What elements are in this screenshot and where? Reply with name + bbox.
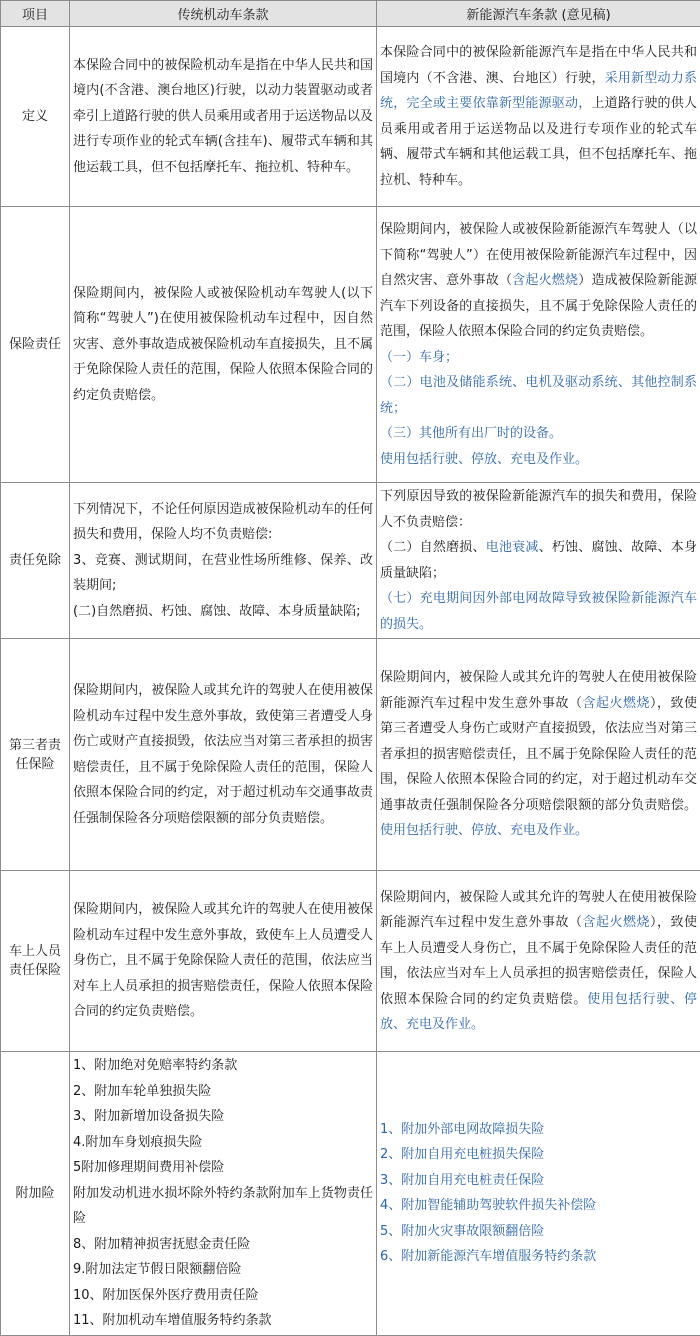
text-segment: 本保险合同中的被保险新能源汽车是指在中华人民共和国境内（不含港、澳、台地区）行驶， (380, 45, 697, 86)
traditional-passenger: 保险期间内，被保险人或其允许的驾驶人在使用被保险机动车过程中发生意外事故，致使车上人员遭受人身伤亡，且不属于免除保险人责任的范围，依法应当对车上人员承担的损害赔偿责任，保险人依照本保险合同的约定负责赔偿。 (70, 871, 377, 1052)
row-liability (1, 207, 700, 483)
addon-item: 4.附加车身划痕损失险 (73, 1130, 373, 1156)
highlight-text: 电池衰减 (486, 540, 539, 555)
addon-item: 6、附加新能源汽车增值服务特约条款 (380, 1244, 697, 1270)
label-third-party: 第三者责任保险 (1, 639, 70, 871)
row-exemption (1, 483, 700, 639)
traditional-addons (70, 1052, 377, 1336)
highlight-text: 含起火燃烧 (512, 273, 578, 288)
addon-item: 3、附加新增加设备损失险 (73, 1104, 373, 1130)
header-traditional: 传统机动车条款 (70, 1, 377, 27)
header-nev: 新能源汽车条款 (意见稿) (377, 1, 700, 27)
usage-note: 使用包括行驶、停放、充电及作业。 (380, 823, 588, 838)
coverage-item: （三）其他所有出厂时的设备。 (380, 421, 697, 447)
traditional-third-party: 保险期间内，被保险人或其允许的驾驶人在使用被保险机动车过程中发生意外事故，致使第三者遭受人身伤亡或财产直接损毁，依法应当对第三者承担的损害赔偿责任，且不属于免除保险人责任的范围，保险人依照本保险合同的约定，对于超过机动车交通事故责任强制保险各分项赔偿限额的部分负责赔偿。 (70, 639, 377, 871)
label-liability: 保险责任 (1, 207, 70, 483)
nev-passenger (377, 871, 700, 1052)
row-addons (1, 1052, 700, 1336)
exemption-text: 下列原因导致的被保险新能源汽车的损失和费用，保险人不负责赔偿： (380, 484, 697, 535)
addon-item: 1、附加绝对免赔率特约条款 (73, 1053, 373, 1079)
text-segment: 、朽蚀、腐蚀、故障、本身质量缺陷； (380, 540, 697, 581)
label-definition: 定义 (1, 27, 70, 207)
label-addons: 附加险 (1, 1052, 70, 1336)
traditional-liability: 保险期间内，被保险人或被保险机动车驾驶人(以下简称“驾驶人”)在使用被保险机动车过程中，因自然灾害、意外事故造成被保险机动车直接损失，且不属于免除保险人责任的范围，保险人依照本保险合同的约定负责赔偿。 (70, 207, 377, 483)
label-passenger: 车上人员责任保险 (1, 871, 70, 1052)
text-segment: 上道路行驶的供人员乘用或者用于运送物品以及进行专项作业的轮式车辆、履带式车辆和其他运载工具，但不包括摩托车、拖拉机、特种车。 (380, 96, 697, 188)
coverage-item: （二）电池及储能系统、电机及驱动系统、其他控制系统； (380, 370, 697, 421)
addon-item: 8、附加精神损害抚慰金责任险 (73, 1232, 373, 1258)
row-third-party (1, 639, 700, 871)
nev-third-party (377, 639, 700, 871)
addon-item: 5、附加火灾事故限额翻倍险 (380, 1219, 697, 1245)
addon-item: 5附加修理期间费用补偿险 (73, 1155, 373, 1181)
nev-liability (377, 207, 700, 483)
exemption-text: 3、竞赛、测试期间，在营业性场所维修、保养、改装期间; (73, 548, 373, 599)
coverage-item: （一）车身； (380, 345, 697, 371)
addon-item: 1、附加外部电网故障损失险 (380, 1117, 697, 1143)
header-item: 项目 (1, 1, 70, 27)
text-segment: 保险期间内，被保险人或其允许的驾驶人在使用被保险新能源汽车过程中发生意外事故（ (380, 670, 697, 711)
row-definition (1, 27, 700, 207)
nev-addons (377, 1052, 700, 1336)
nev-definition (377, 27, 700, 207)
traditional-definition: 本保险合同中的被保险机动车是指在中华人民共和国境内(不含港、澳台地区)行驶，以动力装置驱动或者牵引上道路行驶的供人员乘用或者用于运送物品以及进行专项作业的轮式车辆(含挂车)、履带式车辆和其他运载工具，但不包括摩托车、拖拉机、特种车。 (70, 27, 377, 207)
text-segment: ），致使第三者遭受人身伤亡或财产直接损毁，依法应当对第三者承担的损害赔偿责任，且不属于免除保险人责任的范围，保险人依照本保险合同的约定，对于超过机动车交通事故责任强制保险各分项赔偿限额的部分负责赔偿。 (380, 696, 697, 813)
addon-item: 2、附加自用充电桩损失保险 (380, 1142, 697, 1168)
exemption-text (380, 535, 697, 586)
addon-item: 附加发动机进水损坏除外特约条款附加车上货物责任险 (73, 1181, 373, 1232)
row-passenger (1, 871, 700, 1052)
usage-note: 使用包括行驶、停放、充电及作业。 (380, 447, 697, 473)
addon-item: 10、附加医保外医疗费用责任险 (73, 1283, 373, 1309)
exemption-text: （七）充电期间因外部电网故障导致被保险新能源汽车的损失。 (380, 586, 697, 637)
highlight-text: 含起火燃烧 (582, 915, 650, 930)
text-segment: （二）自然磨损、 (380, 540, 486, 555)
usage-note: 使用包括行驶、停放、充电及作业。 (380, 992, 697, 1033)
nev-exemption (377, 483, 700, 639)
addon-item: 11、附加机动车增值服务特约条款 (73, 1308, 373, 1334)
label-exemption: 责任免除 (1, 483, 70, 639)
traditional-exemption (70, 483, 377, 639)
header-row (1, 1, 700, 27)
exemption-text: 下列情况下，不论任何原因造成被保险机动车的任何损失和费用，保险人均不负责赔偿: (73, 497, 373, 548)
highlight-text: 含起火燃烧 (582, 696, 650, 711)
addon-item: 4、附加智能辅助驾驶软件损失补偿险 (380, 1193, 697, 1219)
text-segment: ）造成被保险新能源汽车下列设备的直接损失，且不属于免除保险人责任的范围，保险人依照本保险合同的约定负责赔偿。 (380, 273, 697, 339)
text-segment: 保险期间内，被保险人或其允许的驾驶人在使用被保险新能源汽车过程中发生意外事故（ (380, 890, 697, 931)
text-segment: ），致使车上人员遭受人身伤亡，且不属于免除保险人责任的范围，依法应当对车上人员承担的损害赔偿责任，保险人依照本保险合同的约定负责赔偿。 (380, 915, 697, 1007)
addon-item: 2、附加车轮单独损失险 (73, 1079, 373, 1105)
addon-item: 9.附加法定节假日限额翻倍险 (73, 1257, 373, 1283)
highlight-text: 采用新型动力系统，完全或主要依靠新型能源驱动， (380, 71, 697, 112)
exemption-text: (二)自然磨损、朽蚀、腐蚀、故障、本身质量缺陷; (73, 599, 373, 625)
addon-item: 3、附加自用充电桩责任保险 (380, 1168, 697, 1194)
text-segment: 保险期间内，被保险人或被保险新能源汽车驾驶人（以下简称“驾驶人”）在使用被保险新能源汽车过程中，因自然灾害、意外事故（ (380, 222, 697, 288)
